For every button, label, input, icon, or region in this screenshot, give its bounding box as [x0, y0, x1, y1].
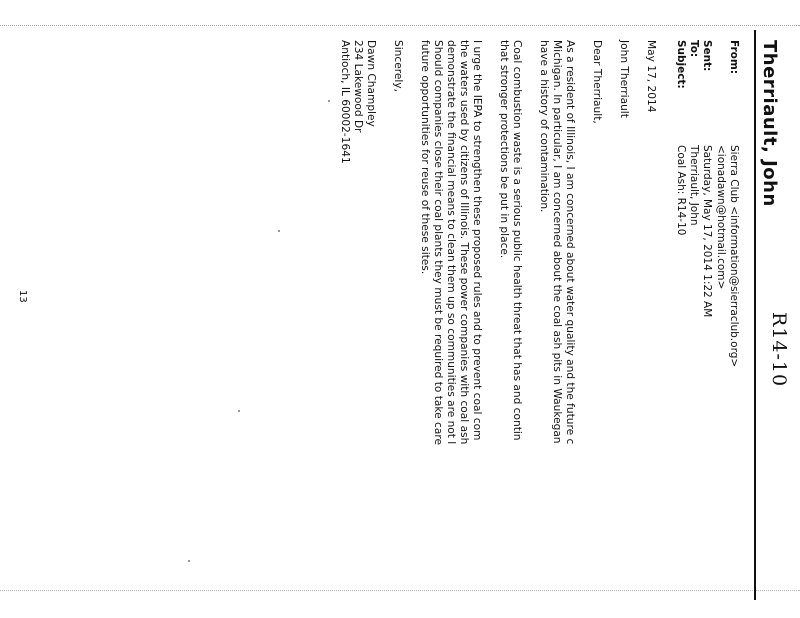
from-value-alt: <ionadawn@hotmail.com>: [715, 145, 727, 290]
header-rule: [754, 30, 756, 600]
sent-value: Saturday, May 17, 2014 1:22 AM: [701, 145, 713, 318]
scan-speck: [238, 410, 240, 412]
from-label: From:: [728, 40, 740, 75]
subject-value: Coal Ash: R14-10: [675, 145, 687, 236]
closing: Sincerely,: [392, 40, 404, 92]
signature-name: Dawn Champley: [365, 40, 377, 127]
to-value: Therriault, John: [688, 145, 700, 226]
paragraph-3-line: future opportunities for reuse of these sites.: [419, 40, 431, 275]
scan-edge-left: [0, 25, 800, 27]
paragraph-2-line: Coal combustion waste is a serious public health threat that has and contin: [511, 40, 523, 441]
to-label: To:: [688, 40, 700, 58]
paragraph-3-line: demonstrate the financial means to clean them up so communities are not l: [445, 40, 457, 445]
scan-speck: [278, 230, 280, 232]
letter-date: May 17, 2014: [645, 40, 657, 113]
from-value: Sierra Club <information@sierraclub.org>: [728, 145, 740, 368]
signature-city: Antioch, IL 60002-1641: [339, 40, 351, 164]
paragraph-3-line: Should companies close their coal plants they must be required to take care: [432, 40, 444, 446]
subject-label: Subject:: [675, 40, 687, 89]
paragraph-1-line: have a history of contamination.: [538, 40, 550, 213]
paragraph-1-line: Michigan. In particular, I am concerned about the coal ash pits in Waukegan: [551, 40, 563, 444]
signature-address: 234 Lakewood Dr: [352, 40, 364, 133]
sent-label: Sent:: [701, 40, 713, 72]
scan-edge-right: [0, 590, 800, 592]
sender-name: Therriault, John: [759, 40, 780, 207]
document-id: R14-10: [768, 312, 790, 388]
scan-speck: [188, 560, 190, 562]
salutation: Dear Therriault,: [591, 40, 603, 124]
letter-recipient: John Therriault: [618, 40, 630, 118]
paragraph-3-line: the waters used by citizens of Illinois. These power companies with coal ash: [458, 40, 470, 445]
page-number: 13: [17, 290, 28, 303]
scan-speck: [328, 100, 330, 102]
paragraph-2-line: that stronger protections be put in place.: [498, 40, 510, 259]
paragraph-1-line: As a resident of Illinois, I am concerned about water quality and the future c: [564, 40, 576, 445]
paragraph-3-line: I urge the IEPA to strengthen these proposed rules and to prevent coal com: [471, 40, 483, 441]
